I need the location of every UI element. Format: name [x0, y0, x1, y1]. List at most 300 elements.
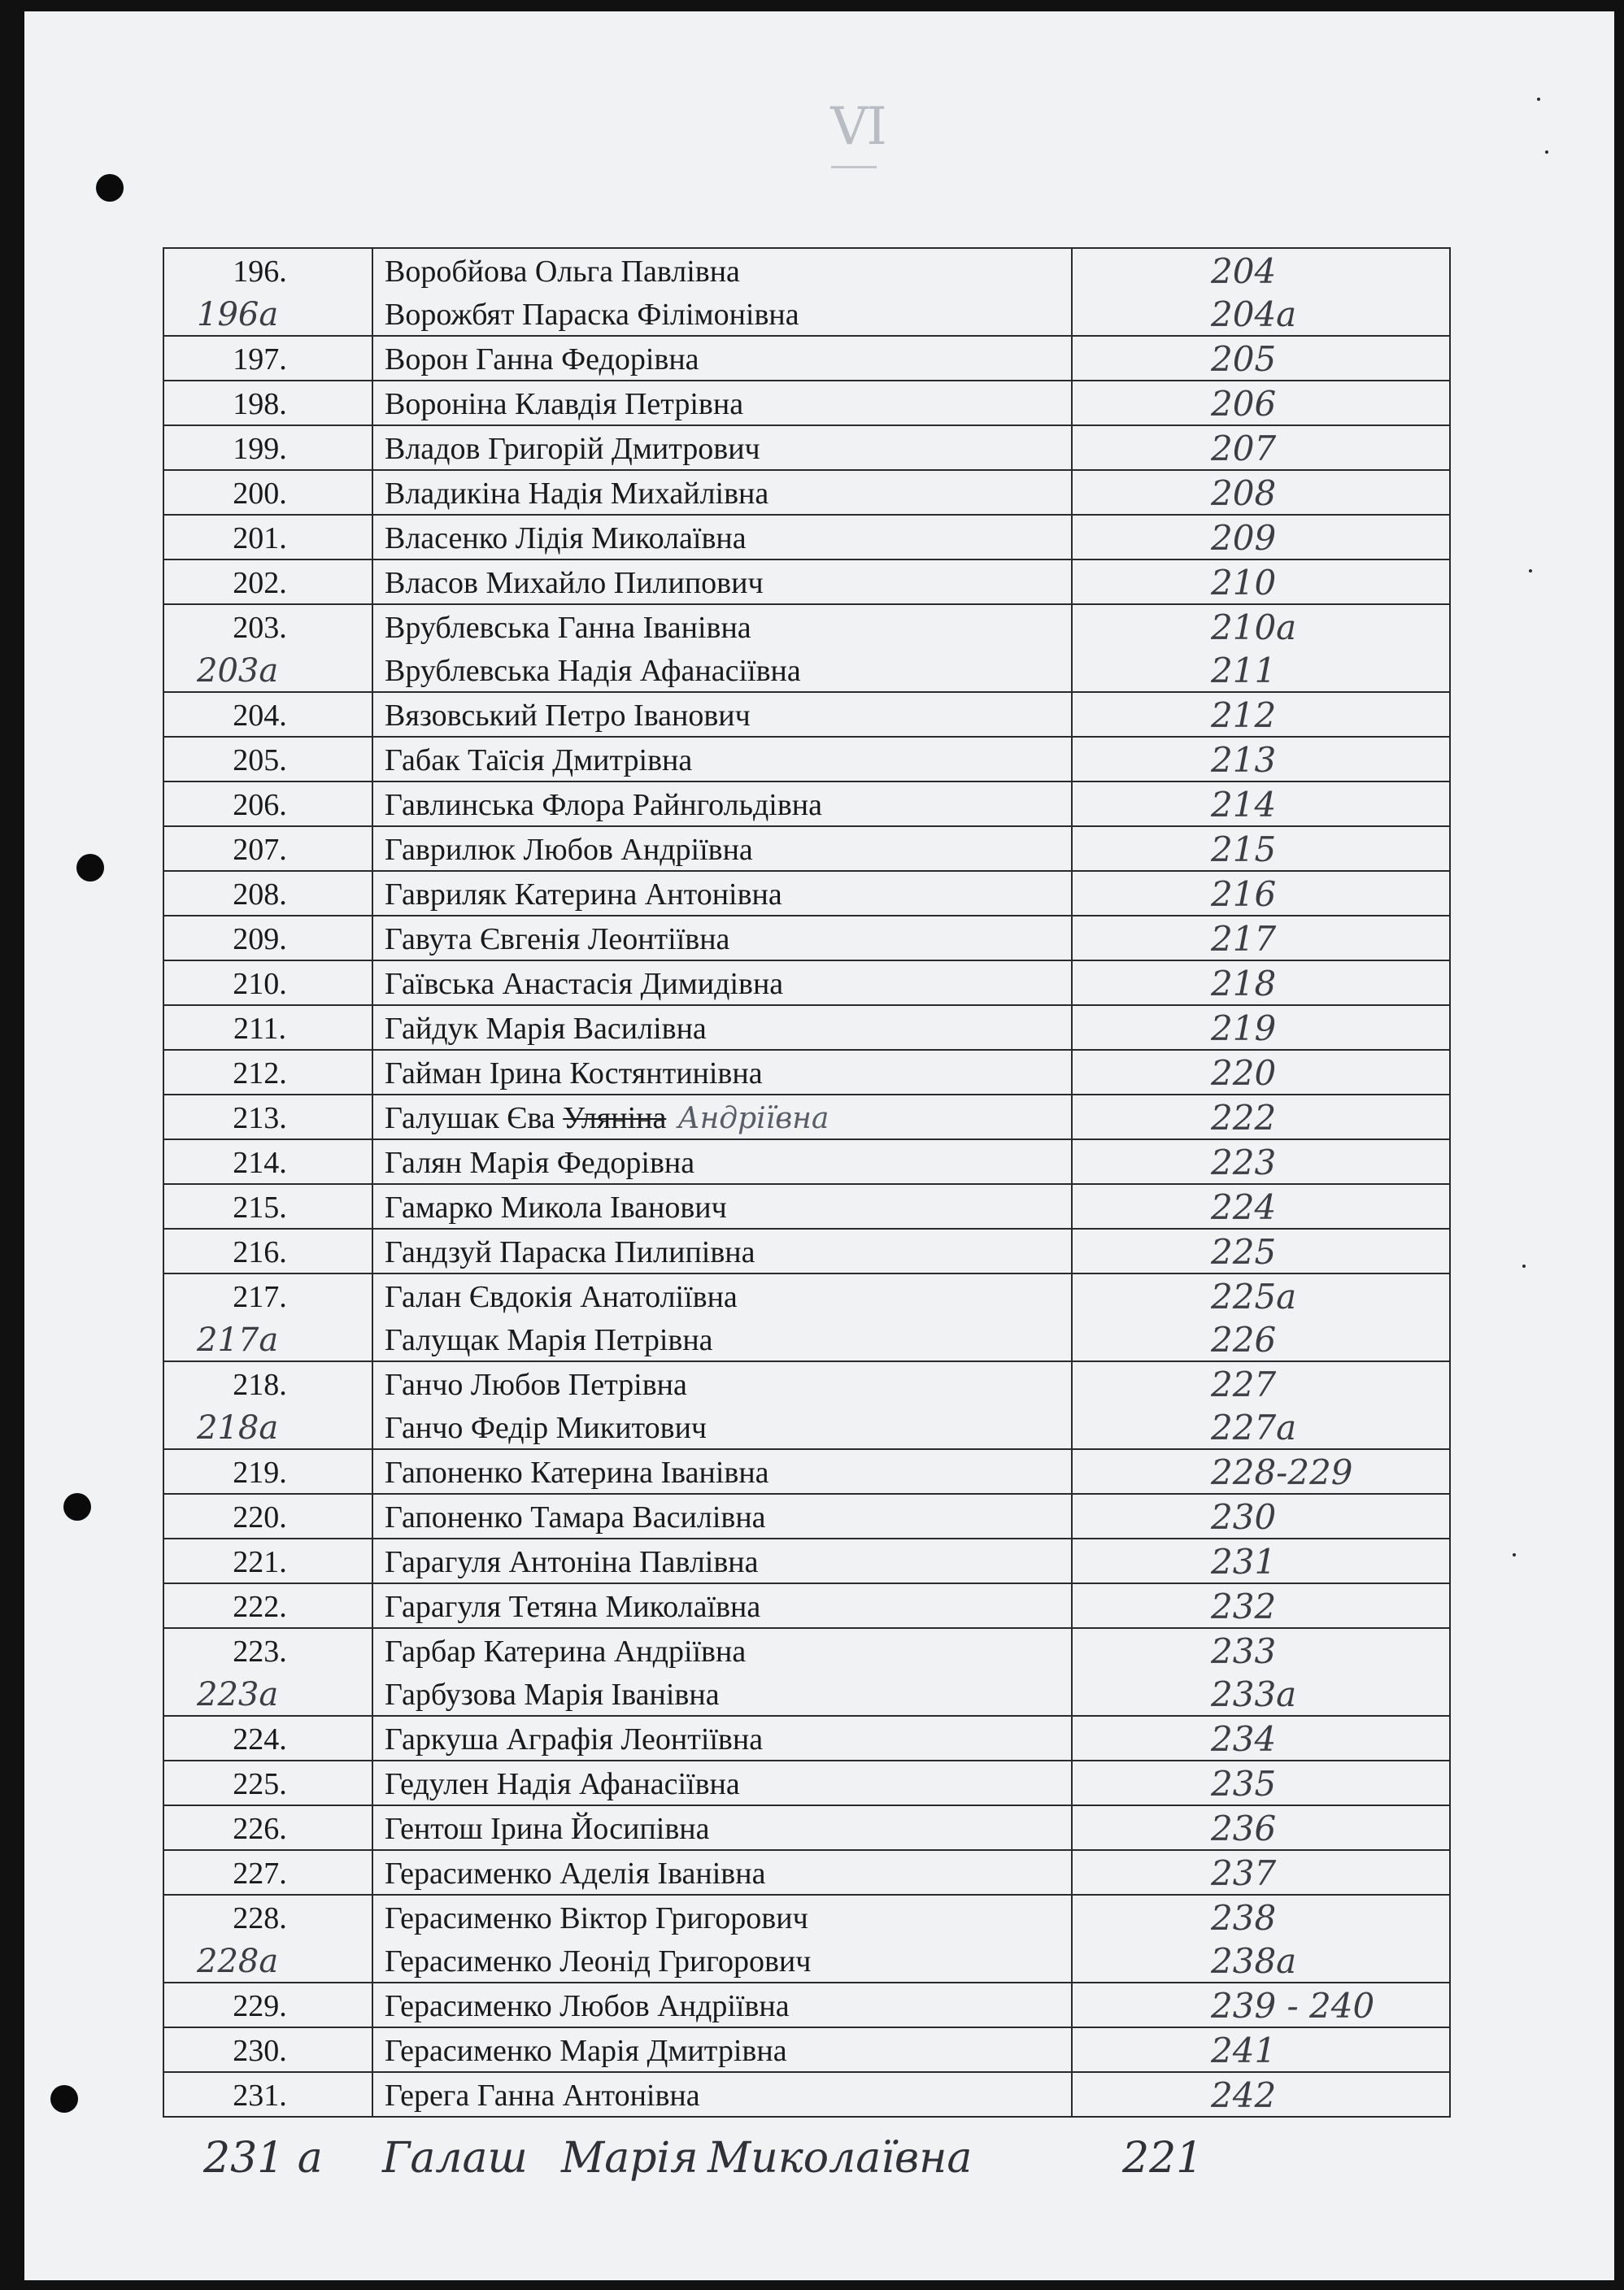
entry-number-cell — [163, 916, 372, 960]
entry-number: 230. — [233, 2034, 287, 2068]
table-row — [163, 2072, 1450, 2117]
entry-full-name — [373, 381, 1071, 424]
table-row — [163, 737, 1450, 781]
entry-name-cell — [372, 1805, 1072, 1850]
entry-page-reference: 215 — [1211, 829, 1277, 869]
page-number-underline — [831, 166, 877, 168]
footer-entry-surname: Галаш — [382, 2134, 528, 2183]
entry-page-cell — [1072, 604, 1450, 692]
entry-number-cell — [163, 737, 372, 781]
handwritten-footer-entry — [203, 2126, 1423, 2199]
footer-entry-page: 221 — [1122, 2134, 1204, 2183]
entry-page-reference: 227а — [1211, 1408, 1297, 1448]
entry-number-cell — [163, 515, 372, 559]
entry-full-name — [373, 827, 1071, 870]
entry-number: 196а — [197, 296, 279, 333]
entry-number-cell — [163, 2072, 372, 2117]
table-row — [163, 1805, 1450, 1850]
entry-page-cell — [1072, 1983, 1450, 2027]
entry-page-reference: 210а — [1211, 607, 1297, 647]
page-number-mark: VI — [830, 97, 886, 157]
entry-number-cell — [163, 604, 372, 692]
table-row — [163, 470, 1450, 515]
entry-name-cell — [372, 1139, 1072, 1184]
entry-number: 211. — [233, 1012, 287, 1046]
paper-speck — [1537, 98, 1540, 101]
table-row — [163, 1005, 1450, 1050]
entry-name-text: Герасименко Марія Дмитрівна — [385, 2034, 787, 2068]
entry-name-cell — [372, 1583, 1072, 1628]
entry-number: 216. — [233, 1235, 287, 1269]
entry-number: 207. — [233, 833, 287, 867]
entry-full-name — [373, 782, 1071, 825]
entry-number: 220. — [233, 1500, 287, 1535]
entry-name-text: Ворон Ганна Федорівна — [385, 342, 699, 377]
entry-full-name — [373, 1629, 1071, 1672]
entry-name-cell — [372, 2072, 1072, 2117]
entry-number: 209. — [233, 922, 287, 956]
entry-page-cell — [1072, 1583, 1450, 1628]
entry-full-name — [373, 471, 1071, 514]
entry-full-name — [373, 1362, 1071, 1405]
entry-page-cell — [1072, 960, 1450, 1005]
entry-name-text: Гарбар Катерина Андріївна — [385, 1635, 747, 1669]
entry-name-text: Габак Таїсія Дмитрівна — [385, 743, 693, 777]
entry-page-cell — [1072, 1005, 1450, 1050]
entry-number: 218а — [197, 1409, 279, 1447]
entry-name-text: Гапоненко Тамара Василівна — [385, 1500, 766, 1535]
entry-number-cell — [163, 1539, 372, 1583]
entry-name-cell — [372, 1229, 1072, 1273]
binder-hole — [63, 1493, 91, 1521]
entry-page-cell — [1072, 737, 1450, 781]
entry-page-reference: 233а — [1211, 1674, 1297, 1714]
entry-page-cell — [1072, 1761, 1450, 1805]
entry-full-name — [373, 872, 1071, 915]
paper-speck — [1529, 569, 1532, 572]
entry-full-name — [373, 1317, 1071, 1361]
entry-full-name — [373, 1140, 1071, 1183]
entry-page-cell — [1072, 781, 1450, 826]
entry-name-text: Власов Михайло Пилипович — [385, 566, 764, 600]
entry-page-reference: 225а — [1211, 1277, 1297, 1317]
table-row — [163, 2027, 1450, 2072]
entry-page-cell — [1072, 248, 1450, 336]
entry-full-name — [373, 1939, 1071, 1982]
entry-full-name — [373, 1274, 1071, 1317]
table-row — [163, 1716, 1450, 1761]
entry-name-cell — [372, 515, 1072, 559]
entry-page-cell — [1072, 1273, 1450, 1361]
entry-number-cell — [163, 248, 372, 336]
entry-number-cell — [163, 1761, 372, 1805]
entry-number-cell — [163, 826, 372, 871]
entry-full-name — [373, 1584, 1071, 1627]
entry-number: 208. — [233, 877, 287, 912]
entry-full-name — [373, 1051, 1071, 1094]
entry-name-cell — [372, 336, 1072, 381]
table-row — [163, 960, 1450, 1005]
entry-name-text: Гавриляк Катерина Антонівна — [385, 877, 782, 912]
entry-number: 224. — [233, 1722, 287, 1757]
table-row — [163, 1273, 1450, 1361]
entry-name-cell — [372, 1449, 1072, 1494]
entry-name-text: Галущак Марія Петрівна — [385, 1323, 713, 1357]
entry-number: 197. — [233, 342, 287, 377]
entry-name-cell — [372, 781, 1072, 826]
entry-name-text: Ганчо Любов Петрівна — [385, 1368, 687, 1402]
entry-page-reference: 218 — [1211, 964, 1277, 1004]
entry-number: 201. — [233, 521, 287, 555]
entry-name-cell — [372, 1050, 1072, 1095]
entry-number: 212. — [233, 1056, 287, 1091]
entry-page-reference: 225 — [1211, 1232, 1277, 1272]
entry-name-text: Гедулен Надія Афанасіївна — [385, 1767, 740, 1801]
entry-number-cell — [163, 1184, 372, 1229]
entry-number-cell — [163, 1850, 372, 1895]
entry-page-cell — [1072, 1229, 1450, 1273]
entry-number-cell — [163, 1494, 372, 1539]
entry-name-cell — [372, 381, 1072, 425]
entry-full-name — [373, 1717, 1071, 1760]
handwritten-correction: Андріївна — [677, 1102, 829, 1135]
entry-number: 223. — [233, 1635, 287, 1669]
entry-name-text: Гамарко Микола Іванович — [385, 1191, 727, 1225]
entry-name-text: Врублевська Ганна Іванівна — [385, 611, 751, 645]
entry-page-cell — [1072, 559, 1450, 604]
entry-name-text: Гандзуй Параска Пилипівна — [385, 1235, 755, 1269]
entry-full-name — [373, 1450, 1071, 1493]
table-row — [163, 916, 1450, 960]
entry-full-name — [373, 961, 1071, 1004]
entry-page-cell — [1072, 425, 1450, 470]
entry-name-text: Герасименко Аделія Іванівна — [385, 1857, 766, 1891]
entry-number-cell — [163, 1273, 372, 1361]
entry-full-name — [373, 249, 1071, 292]
table-row — [163, 692, 1450, 737]
entry-page-reference: 206 — [1211, 384, 1277, 424]
entry-full-name — [373, 1983, 1071, 2027]
entry-full-name — [373, 1806, 1071, 1849]
table-row — [163, 1983, 1450, 2027]
entry-full-name — [373, 516, 1071, 559]
entry-name-cell — [372, 1494, 1072, 1539]
entry-number: 204. — [233, 699, 287, 733]
table-row — [163, 1229, 1450, 1273]
entry-name-text: Гайдук Марія Василівна — [385, 1012, 707, 1046]
entry-page-reference: 241 — [1211, 2031, 1277, 2070]
entry-number-cell — [163, 1229, 372, 1273]
entry-page-cell — [1072, 1850, 1450, 1895]
entry-name-text: Власенко Лідія Миколаївна — [385, 521, 747, 555]
entry-page-cell — [1072, 2072, 1450, 2117]
entry-name-cell — [372, 960, 1072, 1005]
entry-page-reference: 232 — [1211, 1587, 1277, 1626]
entry-full-name — [373, 1495, 1071, 1538]
paper-speck — [1522, 1265, 1526, 1268]
entry-page-reference: 210 — [1211, 563, 1277, 603]
table-row — [163, 559, 1450, 604]
table-row — [163, 1494, 1450, 1539]
entry-page-reference: 205 — [1211, 339, 1277, 379]
entry-page-reference: 220 — [1211, 1053, 1277, 1093]
entry-number-cell — [163, 1095, 372, 1139]
entry-page-cell — [1072, 1184, 1450, 1229]
entry-page-cell — [1072, 1095, 1450, 1139]
entry-name-cell — [372, 248, 1072, 336]
entry-name-text: Вороніна Клавдія Петрівна — [385, 387, 744, 421]
entry-page-reference: 230 — [1211, 1497, 1277, 1537]
entry-name-cell — [372, 1983, 1072, 2027]
entry-full-name — [373, 1851, 1071, 1894]
entry-page-cell — [1072, 1805, 1450, 1850]
entry-page-cell — [1072, 2027, 1450, 2072]
table-row — [163, 826, 1450, 871]
entry-page-cell — [1072, 336, 1450, 381]
entry-name-cell — [372, 1005, 1072, 1050]
entry-page-reference: 207 — [1211, 429, 1277, 468]
entry-full-name — [373, 1230, 1071, 1273]
entry-number: 221. — [233, 1545, 287, 1579]
entry-full-name — [373, 292, 1071, 335]
binder-hole — [50, 2085, 78, 2113]
entry-name-text: Гентош Ірина Йосипівна — [385, 1812, 710, 1846]
entry-full-name — [373, 337, 1071, 380]
table-row — [163, 381, 1450, 425]
entry-number: 217а — [197, 1321, 279, 1359]
table-row — [163, 781, 1450, 826]
entry-full-name — [373, 1896, 1071, 1939]
entry-full-name — [373, 1672, 1071, 1715]
entry-name-text: Гаврилюк Любов Андріївна — [385, 833, 753, 867]
entry-name-text: Герасименко Любов Андріївна — [385, 1989, 790, 2023]
entry-page-reference: 217 — [1211, 919, 1277, 959]
entry-page-cell — [1072, 1050, 1450, 1095]
entry-number: 206. — [233, 788, 287, 822]
entry-page-cell — [1072, 1628, 1450, 1716]
table-row — [163, 1761, 1450, 1805]
entry-page-cell — [1072, 692, 1450, 737]
entry-page-reference: 209 — [1211, 518, 1277, 558]
entry-full-name — [373, 560, 1071, 603]
entry-number-cell — [163, 1005, 372, 1050]
entry-number-cell — [163, 781, 372, 826]
entry-name-text: Галян Марія Федорівна — [385, 1146, 695, 1180]
entry-name-text: Герасименко Леонід Григорович — [385, 1944, 812, 1979]
entry-number: 213. — [233, 1101, 287, 1135]
registry-table-body — [163, 248, 1450, 2117]
table-row — [163, 1583, 1450, 1628]
table-row — [163, 425, 1450, 470]
entry-number: 229. — [233, 1989, 287, 2023]
entry-number: 231. — [233, 2079, 287, 2113]
entry-number: 228а — [197, 1943, 279, 1980]
binder-hole — [96, 174, 124, 202]
entry-full-name — [373, 2028, 1071, 2071]
entry-number-cell — [163, 1628, 372, 1716]
table-row — [163, 1361, 1450, 1449]
entry-full-name — [373, 426, 1071, 469]
entry-page-reference: 219 — [1211, 1008, 1277, 1048]
entry-name-cell — [372, 1273, 1072, 1361]
table-row — [163, 1095, 1450, 1139]
entry-name-cell — [372, 1716, 1072, 1761]
entry-name-text: Гаївська Анастасія Димидівна — [385, 967, 784, 1001]
entry-name-cell — [372, 1850, 1072, 1895]
entry-page-reference: 236 — [1211, 1809, 1277, 1848]
table-row — [163, 1449, 1450, 1494]
entry-name-text: Галан Євдокія Анатоліївна — [385, 1280, 738, 1314]
table-row — [163, 1050, 1450, 1095]
entry-name-text: Ганчо Федір Микитович — [385, 1411, 708, 1445]
entry-full-name — [373, 1185, 1071, 1228]
entry-number: 203а — [197, 652, 279, 690]
entry-number: 218. — [233, 1368, 287, 1402]
entry-page-cell — [1072, 515, 1450, 559]
entry-name-text: Воробйова Ольга Павлівна — [385, 255, 740, 289]
entry-name-text: Гапоненко Катерина Іванівна — [385, 1456, 769, 1490]
entry-name-cell — [372, 2027, 1072, 2072]
binder-hole — [76, 854, 104, 882]
entry-name-text: Гарбузова Марія Іванівна — [385, 1678, 720, 1712]
entry-number-cell — [163, 1050, 372, 1095]
entry-page-reference: 204а — [1211, 294, 1297, 334]
entry-number: 205. — [233, 743, 287, 777]
entry-number-cell — [163, 1716, 372, 1761]
entry-page-reference: 231 — [1211, 1542, 1277, 1582]
table-row — [163, 515, 1450, 559]
entry-number: 202. — [233, 566, 287, 600]
entry-page-cell — [1072, 826, 1450, 871]
entry-name-cell — [372, 1184, 1072, 1229]
entry-number: 228. — [233, 1901, 287, 1935]
table-row — [163, 604, 1450, 692]
registry-table — [163, 247, 1451, 2118]
entry-number-cell — [163, 1139, 372, 1184]
entry-page-reference: 226 — [1211, 1320, 1277, 1360]
table-row — [163, 871, 1450, 916]
entry-number: 199. — [233, 432, 287, 466]
entry-name-text: Владов Григорій Дмитрович — [385, 432, 760, 466]
entry-page-reference: 208 — [1211, 473, 1277, 513]
entry-number: 223а — [197, 1676, 279, 1713]
entry-name-text: Гарагуля Антоніна Павлівна — [385, 1545, 759, 1579]
entry-page-reference: 204 — [1211, 251, 1277, 291]
entry-name-text: Гайман Ірина Костянтинівна — [385, 1056, 763, 1091]
entry-number-cell — [163, 1583, 372, 1628]
entry-number: 203. — [233, 611, 287, 645]
entry-page-cell — [1072, 381, 1450, 425]
entry-number-cell — [163, 871, 372, 916]
entry-page-reference: 239 - 240 — [1211, 1986, 1375, 2026]
entry-name-cell — [372, 559, 1072, 604]
entry-number-cell — [163, 1895, 372, 1983]
entry-number-cell — [163, 559, 372, 604]
entry-full-name — [373, 1405, 1071, 1448]
entry-number-cell — [163, 470, 372, 515]
entry-page-cell — [1072, 1716, 1450, 1761]
entry-full-name — [373, 605, 1071, 648]
entry-page-cell — [1072, 1449, 1450, 1494]
entry-name-cell — [372, 1761, 1072, 1805]
entry-number-cell — [163, 336, 372, 381]
entry-number: 226. — [233, 1812, 287, 1846]
entry-full-name — [373, 1761, 1071, 1805]
entry-name-text: Вязовський Петро Іванович — [385, 699, 751, 733]
table-row — [163, 248, 1450, 336]
entry-number-cell — [163, 425, 372, 470]
entry-name-text: Ворожбят Параска Філімонівна — [385, 298, 799, 332]
entry-number-cell — [163, 2027, 372, 2072]
entry-name-cell — [372, 692, 1072, 737]
table-row — [163, 1539, 1450, 1583]
entry-full-name — [373, 1006, 1071, 1049]
entry-full-name — [373, 648, 1071, 691]
entry-number: 222. — [233, 1590, 287, 1624]
entry-page-reference: 228-229 — [1211, 1452, 1353, 1492]
entry-page-reference: 227 — [1211, 1365, 1277, 1404]
entry-number-cell — [163, 1983, 372, 2027]
table-row — [163, 336, 1450, 381]
entry-page-reference: 214 — [1211, 785, 1277, 825]
entry-name-cell — [372, 1539, 1072, 1583]
entry-number-cell — [163, 692, 372, 737]
entry-page-reference: 211 — [1211, 651, 1277, 690]
entry-page-cell — [1072, 1494, 1450, 1539]
entry-name-cell — [372, 1895, 1072, 1983]
entry-number: 225. — [233, 1767, 287, 1801]
entry-number-cell — [163, 1361, 372, 1449]
entry-number-cell — [163, 1449, 372, 1494]
entry-name-cell — [372, 826, 1072, 871]
paper-speck — [1513, 1553, 1516, 1556]
entry-page-reference: 213 — [1211, 740, 1277, 780]
entry-page-cell — [1072, 1895, 1450, 1983]
entry-number: 210. — [233, 967, 287, 1001]
entry-page-cell — [1072, 871, 1450, 916]
entry-page-cell — [1072, 916, 1450, 960]
entry-page-reference: 233 — [1211, 1631, 1277, 1671]
entry-number: 196. — [233, 255, 287, 289]
entry-name-cell — [372, 470, 1072, 515]
entry-full-name — [373, 693, 1071, 736]
entry-full-name — [373, 738, 1071, 781]
entry-page-reference: 238 — [1211, 1898, 1277, 1938]
entry-number: 214. — [233, 1146, 287, 1180]
table-row — [163, 1139, 1450, 1184]
entry-name-text: Врублевська Надія Афанасіївна — [385, 654, 801, 688]
entry-page-reference: 237 — [1211, 1853, 1277, 1893]
table-row — [163, 1850, 1450, 1895]
table-row — [163, 1895, 1450, 1983]
entry-name-text: Гарагуля Тетяна Миколаївна — [385, 1590, 761, 1624]
entry-name-text: Гавлинська Флора Райнгольдівна — [385, 788, 823, 822]
entry-page-reference: 235 — [1211, 1764, 1277, 1804]
entry-page-reference: 234 — [1211, 1719, 1277, 1759]
entry-name-cell — [372, 425, 1072, 470]
entry-number: 198. — [233, 387, 287, 421]
footer-entry-number: 231 а — [203, 2134, 323, 2183]
entry-page-reference: 242 — [1211, 2075, 1277, 2115]
footer-entry-first-name: Марія — [561, 2134, 699, 2183]
entry-number: 200. — [233, 477, 287, 511]
entry-name-cell — [372, 1361, 1072, 1449]
entry-full-name — [373, 1539, 1071, 1583]
entry-page-reference: 222 — [1211, 1098, 1277, 1138]
paper-speck — [1545, 150, 1548, 154]
entry-name-text: Гаркуша Аграфія Леонтіївна — [385, 1722, 764, 1757]
entry-name-text: Герега Ганна Антонівна — [385, 2079, 700, 2113]
